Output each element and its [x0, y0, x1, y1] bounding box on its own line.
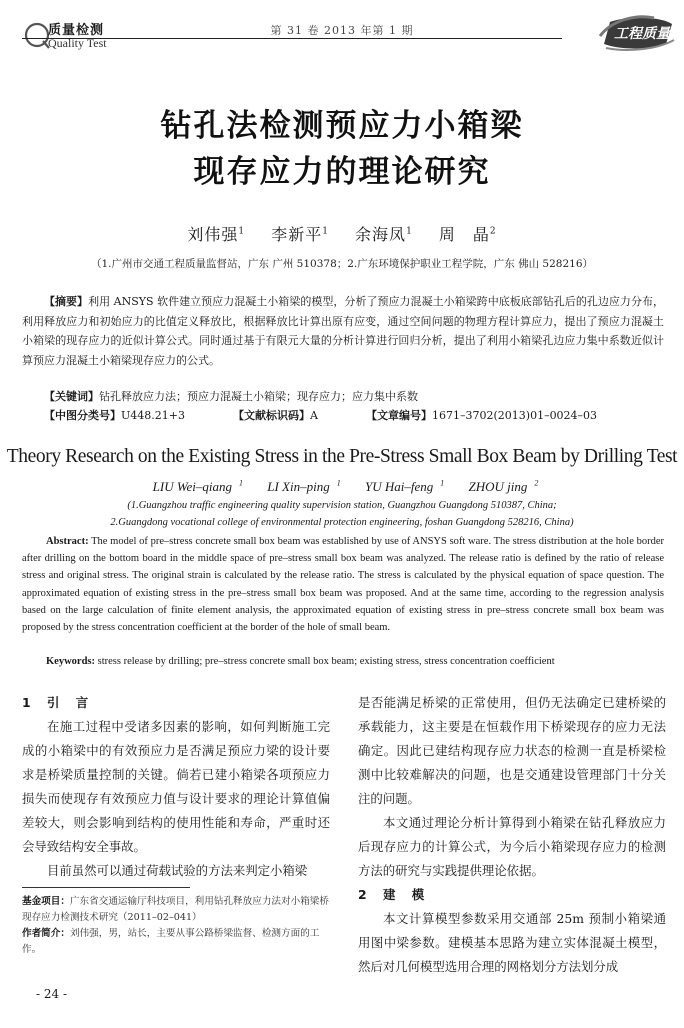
keywords-en-text: stress release by drilling; pre–stress concrete small box beam; existing stress, stress concentration coefficient [97, 656, 555, 667]
paragraph: 本文通过理论分析计算得到小箱梁在钻孔释放应力后现存应力的计算公式，为今后小箱梁现存应力的检测方法的研究与实践提供理论依据。 [358, 815, 666, 878]
author: 周 晶$^2$ [438, 225, 497, 244]
keywords-en-label: Keywords: [46, 656, 95, 667]
footnote-funding [22, 894, 334, 925]
body-column-right [358, 691, 666, 979]
doc-code-label: 【文献标识码】 [233, 409, 310, 422]
article-value: 1671–3702(2013)01–0024–03 [432, 409, 598, 422]
journal-name-cn: 质量检测 [48, 23, 105, 38]
author-en: LIU Wei–qiang $^1$ [152, 479, 243, 495]
paragraph: 在施工过程中受诸多因素的影响，如何判断施工完成的小箱梁中的有效预应力是否满足预应力梁的设计要求是桥梁质量控制的关键。倘若已建小箱梁各项预应力损失而使现存有效预应力值与设计要求的理论计算值偏差较大，则会影响到结构的使用性能和寿命，严重时还会导致结构安全事故。 [22, 719, 330, 854]
clc-value: U448.21+3 [121, 409, 185, 422]
brand-text: 工程质量 [614, 26, 670, 42]
author: 余海凤$^1$ [355, 225, 413, 244]
affiliation-cn: （1.广州市交通工程质量监督站，广东 广州 510378；2.广东环境保护职业工程学院，广东 佛山 528216） [90, 258, 594, 270]
footnote-author-bio [22, 926, 334, 957]
clc-number [44, 407, 185, 423]
author: 刘伟强$^1$ [187, 225, 246, 244]
doc-code-value: A [310, 409, 318, 422]
keywords-cn-text: 钻孔释放应力法；预应力混凝土小箱梁；现存应力；应力集中系数 [99, 390, 418, 403]
footnote-author-label: 作者简介： [22, 928, 70, 939]
paper-title-line1: 钻孔法检测预应力小箱梁 [160, 108, 524, 144]
author: 李新平$^1$ [271, 225, 329, 244]
paper-title-en: Theory Research on the Existing Stress in the Pre-Stress Small Box Beam by Drilling Test [6, 446, 678, 467]
abstract-cn-label: 【摘要】 [44, 295, 89, 308]
author-list-en [0, 479, 684, 495]
header-divider [22, 38, 562, 39]
keywords-en [46, 656, 555, 667]
paragraph: 本文计算模型参数采用交通部 25m 预制小箱梁通用图中梁参数。建模基本思路为建立实体混凝土模型，然后对几何模型选用合理的网格划分方法划分成 [358, 911, 666, 974]
abstract-cn [22, 292, 664, 370]
affiliation-en-line2: 2.Guangdong vocational college of environmental protection engineering, foshan Guangdong 528216, China) [110, 517, 574, 528]
abstract-en [22, 533, 664, 636]
footnote-funding-text: 广东省交通运输厅科技项目，利用钻孔释放应力法对小箱梁桥现存应力检测技术研究（2011–02–041） [22, 896, 329, 923]
author-en: ZHOU jing $^2$ [468, 479, 539, 495]
keywords-cn-label: 【关键词】 [44, 390, 99, 403]
paper-title-line2: 现存应力的理论研究 [193, 154, 491, 190]
paragraph: 是否能满足桥梁的正常使用，但仍无法确定已建桥梁的承载能力，这主要是在恒载作用下桥梁现存的应力无法确定。因此已建结构现存应力状态的检测一直是桥梁检测中比较难解决的问题，也是交通建设管理部门十分关注的问题。 [358, 695, 666, 806]
paragraph: 目前虽然可以通过荷载试验的方法来判定小箱梁 [47, 863, 308, 878]
author-en: YU Hai–feng $^1$ [364, 479, 445, 495]
footnote-author-text: 刘伟强，男，站长，主要从事公路桥梁监督、检测方面的工作。 [22, 928, 320, 955]
section-heading: 1 引 言 [22, 695, 91, 710]
footnote-divider [22, 887, 190, 888]
document-code [233, 407, 318, 423]
brand-logo [596, 14, 676, 54]
abstract-en-text: The model of pre–stress concrete small box beam was established by use of ANSYS soft ware. The stress distribution at the hole border after drilling on the bottom board in the middle space of pre–stress small box beam was analyzed. The release ratio is defined by the ratio of release stress and original stress. The original strain is calculated by the release ratio. The stress is calculated by the physical equation of space question. The approximated equation of existing stress in the pre–stress small box beam was proposed. And at the same time, according to the regression analysis based on the large calculation of finite element analysis, the approximated equation of existing stress in pre–stress concrete small box beam was proposed by the stress concentration coefficient at the border of the hole of small beam. [22, 536, 664, 634]
author-en: LI Xin–ping $^1$ [267, 479, 341, 495]
page-number: - 24 - [36, 987, 68, 1001]
clc-label: 【中图分类号】 [44, 409, 121, 422]
keywords-cn [44, 388, 418, 404]
abstract-en-label: Abstract: [46, 536, 89, 547]
journal-name-en: Quality Test [48, 36, 107, 50]
article-label: 【文章编号】 [366, 409, 432, 422]
author-list [0, 222, 684, 245]
abstract-cn-text: 利用 ANSYS 软件建立预应力混凝土小箱梁的模型，分析了预应力混凝土小箱梁跨中底板底部钻孔后的孔边应力分布，利用释放应力和初始应力的比值定义释放比，根据释放比计算出原有应变，通过空间问题的物理方程计算应力，提出了预应力混凝土小箱梁的现存应力的近似计算公式。同时通过基于有限元大量的分析计算进行回归分析，提出了利用小箱梁孔边应力集中系数近似计算预应力混凝土小箱梁现存应力的公式。 [22, 295, 664, 367]
body-column-left [22, 691, 330, 883]
issue-info: 第 31 卷 2013 年第 1 期 [270, 24, 414, 37]
article-number [366, 407, 597, 423]
footnote-funding-label: 基金项目： [22, 896, 70, 907]
affiliation-en-line1: (1.Guangzhou traffic engineering quality supervision station, Guangzhou Guangdong 510387, China; [127, 500, 557, 511]
section-heading: 2 建 模 [358, 887, 427, 902]
